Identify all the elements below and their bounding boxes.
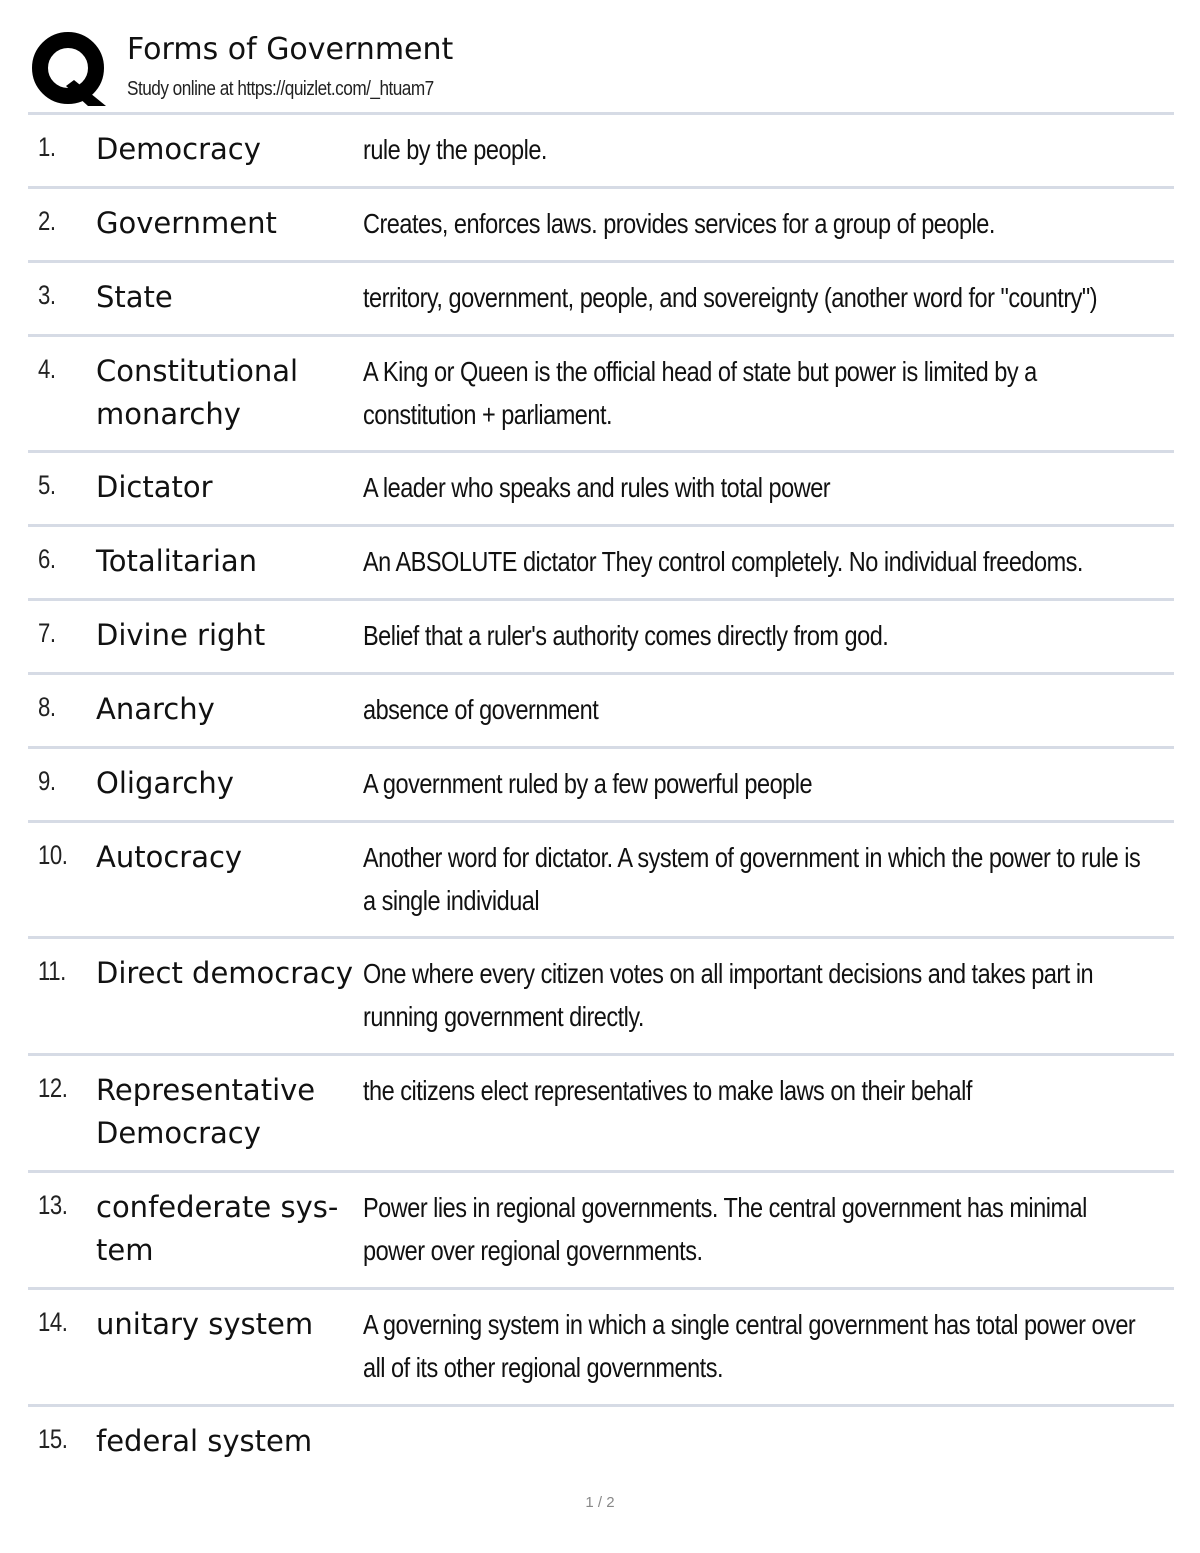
card-term: Anarchy (96, 692, 215, 726)
card-definition: A King or Queen is the official head of state but power is limited by a constitution + parliament. (363, 356, 1037, 430)
card-number: 3. (38, 280, 56, 310)
card-number: 1. (38, 132, 56, 162)
card-definition: Power lies in regional governments. The central government has minimal power over regional governments. (363, 1192, 1087, 1266)
card-row (28, 1056, 1174, 1173)
card-row (28, 1173, 1174, 1290)
flashcard-list (28, 112, 1174, 1481)
card-term: Totalitarian (96, 544, 258, 578)
card-row (28, 527, 1174, 601)
card-definition: absence of government (363, 694, 599, 725)
card-number: 10. (38, 840, 68, 870)
card-row (28, 601, 1174, 675)
card-definition: One where every citizen votes on all important decisions and takes part in running government directly. (363, 958, 1094, 1032)
card-row (28, 939, 1174, 1056)
card-term: State (96, 280, 173, 314)
card-definition: rule by the people. (363, 134, 547, 165)
card-number: 15. (38, 1424, 68, 1454)
page-indicator: 1 / 2 (585, 1494, 615, 1511)
card-definition: the citizens elect representatives to make laws on their behalf (363, 1075, 972, 1106)
card-row (28, 189, 1174, 263)
card-number: 8. (38, 692, 56, 722)
card-term: confederate sys-tem (96, 1190, 339, 1267)
study-online-link[interactable]: Study online at https://quizlet.com/_htuam7 (127, 78, 434, 100)
card-number: 5. (38, 470, 56, 500)
card-number: 7. (38, 618, 56, 648)
card-term: Direct democracy (96, 956, 354, 990)
page-header (30, 28, 1172, 110)
card-definition: A leader who speaks and rules with total power (363, 472, 831, 503)
card-term: Democracy (96, 132, 261, 166)
card-term: Autocracy (96, 840, 243, 874)
card-term: Representative Democracy (96, 1073, 316, 1150)
card-number: 14. (38, 1307, 68, 1337)
card-row (28, 337, 1174, 453)
card-term: Constitutional monarchy (96, 354, 299, 431)
card-number: 6. (38, 544, 56, 574)
card-row (28, 675, 1174, 749)
card-number: 2. (38, 206, 56, 236)
card-term: Government (96, 206, 277, 240)
card-row (28, 263, 1174, 337)
card-definition: A government ruled by a few powerful people (363, 768, 813, 799)
card-term: federal system (96, 1424, 313, 1458)
card-definition: Another word for dictator. A system of government in which the power to rule is a single individual (363, 842, 1141, 916)
card-definition: territory, government, people, and sovereignty (another word for "country") (363, 282, 1098, 313)
card-definition: Creates, enforces laws. provides services for a group of people. (363, 208, 995, 239)
card-row (28, 823, 1174, 939)
card-row (28, 749, 1174, 823)
card-number: 11. (38, 956, 66, 986)
card-row (28, 1407, 1174, 1481)
card-row (28, 115, 1174, 189)
card-term: unitary system (96, 1307, 314, 1341)
page-title: Forms of Government (127, 32, 454, 67)
card-definition: Belief that a ruler's authority comes directly from god. (363, 620, 889, 651)
card-number: 4. (38, 354, 56, 384)
card-term: Oligarchy (96, 766, 234, 800)
card-number: 13. (38, 1190, 68, 1220)
card-row (28, 1290, 1174, 1407)
card-definition: An ABSOLUTE dictator They control completely. No individual freedoms. (363, 546, 1083, 577)
card-number: 12. (38, 1073, 68, 1103)
card-row (28, 453, 1174, 527)
card-number: 9. (38, 766, 56, 796)
card-definition: A governing system in which a single central government has total power over all of its other regional governments. (363, 1309, 1136, 1383)
card-term: Divine right (96, 618, 266, 652)
quizlet-q-logo-icon (30, 30, 110, 110)
card-term: Dictator (96, 470, 213, 504)
